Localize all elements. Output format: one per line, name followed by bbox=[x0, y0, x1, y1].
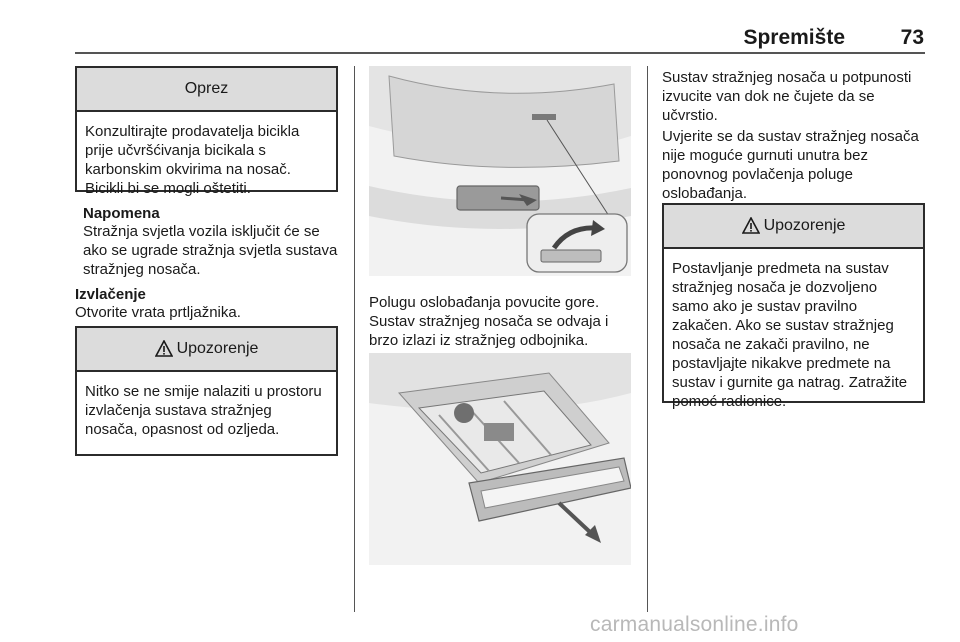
page-number: 73 bbox=[900, 26, 924, 49]
section-heading: Izvlačenje bbox=[75, 286, 146, 303]
column-separator bbox=[647, 66, 648, 612]
column-separator bbox=[354, 66, 355, 612]
paragraph-1: Sustav stražnjeg nosača u potpunosti izvucite van dok ne čujete da se učvrstio. bbox=[662, 69, 912, 124]
note-heading: Napomena bbox=[83, 205, 160, 222]
watermark: carmanualsonline.info bbox=[590, 613, 799, 636]
warning-triangle-icon bbox=[155, 340, 173, 358]
warning-body-2: Postavljanje predmeta na sustav stražnjeg nosača je dozvoljeno samo ako je sustav pravilno zakačen. Ako se sustav stražnjeg nosača ne zakači pravilno, ne postavljajte nikakve predmete na sustav i gurnite ga natrag. Zatražite pomoć radionice. bbox=[672, 260, 908, 410]
warning-title-2: Upozorenje bbox=[763, 217, 846, 234]
warning-body: Nitko se ne smije nalaziti u prostoru izvlačenja sustava stražnjeg nosača, opasnost od ozljeda. bbox=[85, 383, 322, 438]
warning-header-2 bbox=[664, 205, 923, 249]
note-body: Stražnja svjetla vozila isključit će se ako se ugrade stražnja svjetla sustava stražnjeg nosača. bbox=[83, 223, 338, 278]
warning-box bbox=[75, 326, 338, 456]
caution-body: Konzultirajte prodavatelja bicikla prije učvršćivanja bicikala s karbonskim okvirima na nosač. Bicikli bi se mogli oštetiti. bbox=[85, 123, 300, 197]
caution-title: Oprez bbox=[184, 80, 229, 97]
header-rule bbox=[75, 52, 925, 54]
instruction-text: Otvorite vrata prtljažnika. bbox=[75, 304, 241, 321]
page-title: Spremište bbox=[743, 26, 845, 49]
carrier-extended-illustration bbox=[369, 353, 631, 565]
warning-header bbox=[77, 328, 336, 372]
caution-box bbox=[75, 66, 338, 197]
caution-header bbox=[77, 68, 336, 112]
warning-box-2 bbox=[662, 203, 925, 410]
release-caption: Polugu oslobađanja povucite gore. Sustav stražnjeg nosača se odvaja i brzo izlazi iz stražnjeg odbojnika. bbox=[369, 294, 609, 349]
warning-triangle-icon bbox=[742, 217, 760, 235]
tailgate-release-illustration bbox=[369, 66, 631, 276]
paragraph-2: Uvjerite se da sustav stražnjeg nosača nije moguće gurnuti unutra bez ponovnog povlačenja poluge oslobađanja. bbox=[662, 128, 919, 202]
warning-title: Upozorenje bbox=[176, 340, 259, 357]
